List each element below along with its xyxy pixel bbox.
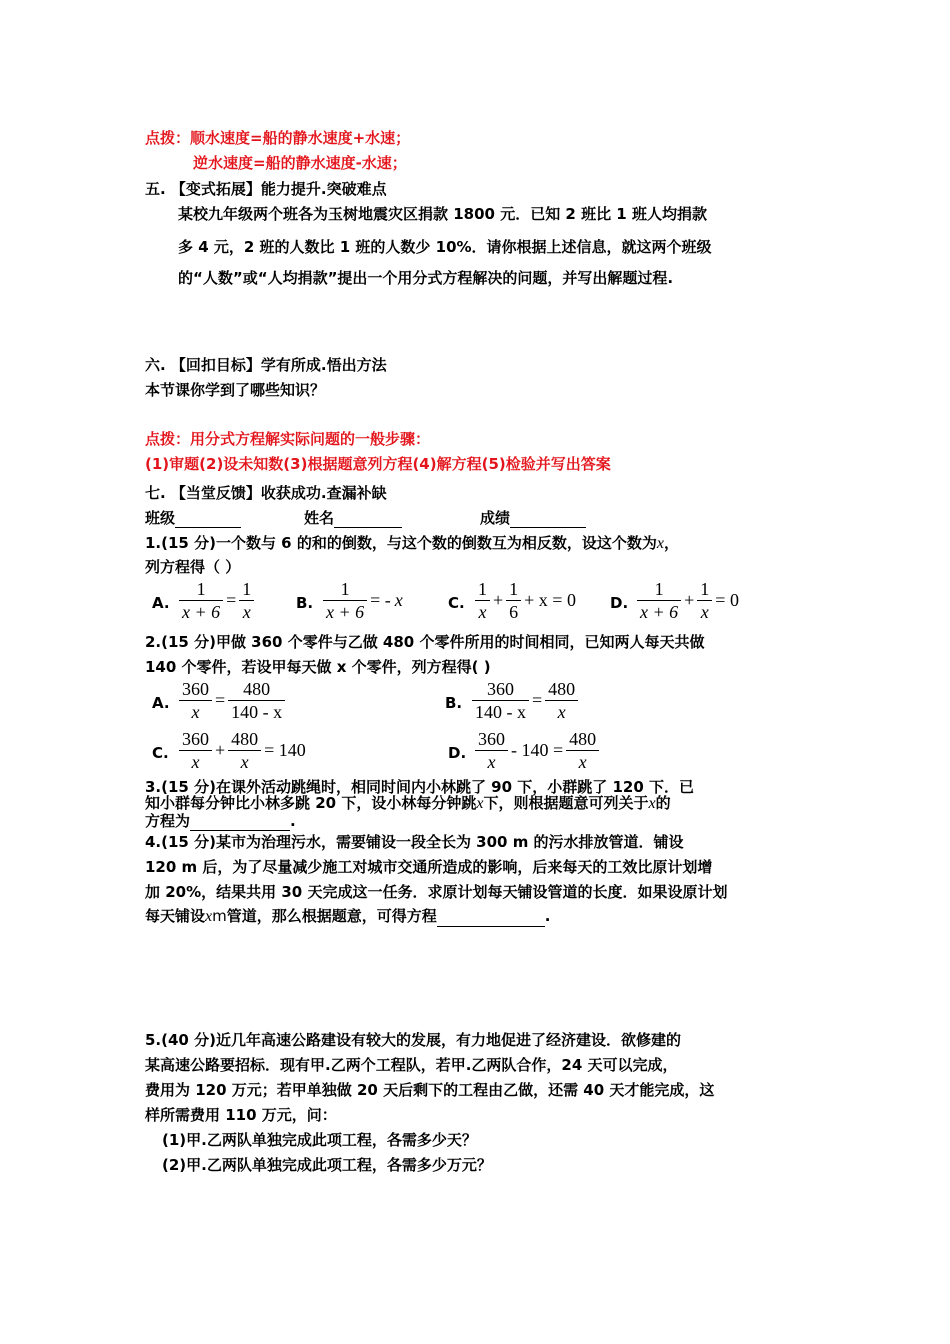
q5-subquestion-2: (2)甲.乙两队单独完成此项工程，各需多少万元？ [162,1156,492,1174]
q2-option-b[interactable]: $\frac{360}{140 - x}$ = $\frac{480}{x}$ [471,678,579,723]
q1-option-b-letter[interactable]: B. [296,594,314,612]
q3-stem-line-2: 知小群每分钟比小林多跳 20 下，设小林每分钟跳x下，则根据题意可列关于x的 [145,794,671,812]
q3-stem-line-1: 3.(15 分)在课外活动跳绳时，相同时间内小林跳了 90 下，小群跳了 120 下．已 [145,778,695,796]
score-label: 成绩 [480,509,511,527]
section-6-question: 本节课你学到了哪些知识？ [145,381,326,399]
q1-option-b[interactable]: $\frac{1}{x + 6}$ = - x [322,578,405,623]
q1-option-c-letter[interactable]: C. [448,594,465,612]
tip-upstream: 逆水速度=船的静水速度-水速； [193,154,407,172]
name-blank[interactable] [334,511,402,528]
q2-option-c[interactable]: $\frac{360}{x}$ + $\frac{480}{x}$ = 140 [178,728,308,773]
q2-option-d-letter[interactable]: D. [448,744,467,762]
q2-option-a[interactable]: $\frac{360}{x}$ = $\frac{480}{140 - x}$ [178,678,286,723]
q2-option-a-letter[interactable]: A. [152,694,170,712]
section-5-paragraph-2: 多 4 元，2 班的人数比 1 班的人数少 10%．请你根据上述信息，就这两个班级 [178,238,712,256]
q1-option-c[interactable]: $\frac{1}{x}$ + $\frac{1}{6}$ + x = 0 [474,578,578,623]
q2-stem-line-1: 2.(15 分)甲做 360 个零件与乙做 480 个零件所用的时间相同，已知两人每天共做 [145,633,705,651]
q1-option-d-letter[interactable]: D. [610,594,629,612]
tip-downstream: 顺水速度=船的静水速度+水速； [190,129,411,147]
q1-option-d[interactable]: $\frac{1}{x + 6}$ + $\frac{1}{x}$ = 0 [636,578,741,623]
class-field [145,508,241,528]
q5-stem-line-2: 某高速公路要招标．现有甲.乙两个工程队，若甲.乙两队合作，24 天可以完成， [145,1056,678,1074]
q4-answer-line: 每天铺设xm管道，那么根据题意，可得方程 . [145,907,551,925]
q1-var: x [656,535,664,552]
q1-stem: 1.(15 分)一个数与 6 的和的倒数，与这个数的倒数互为相反数，设这个数为x， [145,534,679,552]
q2-stem-line-2: 140 个零件，若设甲每天做 x 个零件，列方程得( ) [145,658,491,676]
q1-option-a[interactable]: $\frac{1}{x + 6}$ = $\frac{1}{x}$ [178,578,255,623]
q4-answer-blank[interactable] [437,910,545,927]
q5-stem-line-3: 费用为 120 万元；若甲单独做 20 天后剩下的工程由乙做，还需 40 天才能完成，这 [145,1081,715,1099]
section-5-paragraph-1: 某校九年级两个班各为玉树地震灾区捐款 1800 元．已知 2 班比 1 班人均捐款 [178,205,707,223]
score-field [480,508,586,528]
q4-stem-line-3: 加 20%，结果共用 30 天完成这一任务．求原计划每天铺设管道的长度．如果设原计划 [145,883,728,901]
q4-stem-line-2: 120 m 后，为了尽量减少施工对城市交通所造成的影响，后来每天的工效比原计划增 [145,858,713,876]
q2-option-b-letter[interactable]: B. [445,694,463,712]
tip-steps-list: (1)审题(2)设未知数(3)根据题意列方程(4)解方程(5)检验并写出答案 [145,455,611,473]
class-label: 班级 [145,509,176,527]
q4-stem-line-1: 4.(15 分)某市为治理污水，需要铺设一段全长为 300 m 的污水排放管道．铺设 [145,833,684,851]
q1-prompt: 列方程得（ ） [145,558,241,576]
q5-stem-line-4: 样所需费用 110 万元，问： [145,1106,337,1124]
section-5-paragraph-3: 的“人数”或“人均捐款”提出一个用分式方程解决的问题，并写出解题过程. [178,269,674,287]
tip-steps-title: 点拨：用分式方程解实际问题的一般步骤： [145,430,431,448]
score-blank[interactable] [510,511,586,528]
q5-stem-line-1: 5.(40 分)近几年高速公路建设有较大的发展，有力地促进了经济建设．欲修建的 [145,1031,681,1049]
q4-var: x [205,908,213,925]
q3-answer-blank[interactable] [190,814,290,831]
q3-var: x [476,795,484,812]
name-field [304,508,402,528]
tip-label: 点拨：顺水速度=船的静水速度+水速； [145,129,411,147]
q1-option-a-letter[interactable]: A. [152,594,170,612]
q5-subquestion-1: (1)甲.乙两队单独完成此项工程，各需多少天？ [162,1131,477,1149]
section-7-title: 七. 【当堂反馈】收获成功.查漏补缺 [145,484,387,502]
name-label: 姓名 [304,509,335,527]
class-blank[interactable] [175,511,241,528]
q2-option-d[interactable]: $\frac{360}{x}$ - 140 = $\frac{480}{x}$ [474,728,600,773]
q3-answer-line: 方程为 . [145,812,296,830]
section-5-title: 五. 【变式拓展】能力提升.突破难点 [145,180,387,198]
section-6-title: 六. 【回扣目标】学有所成.悟出方法 [145,356,387,374]
q2-option-c-letter[interactable]: C. [152,744,169,762]
